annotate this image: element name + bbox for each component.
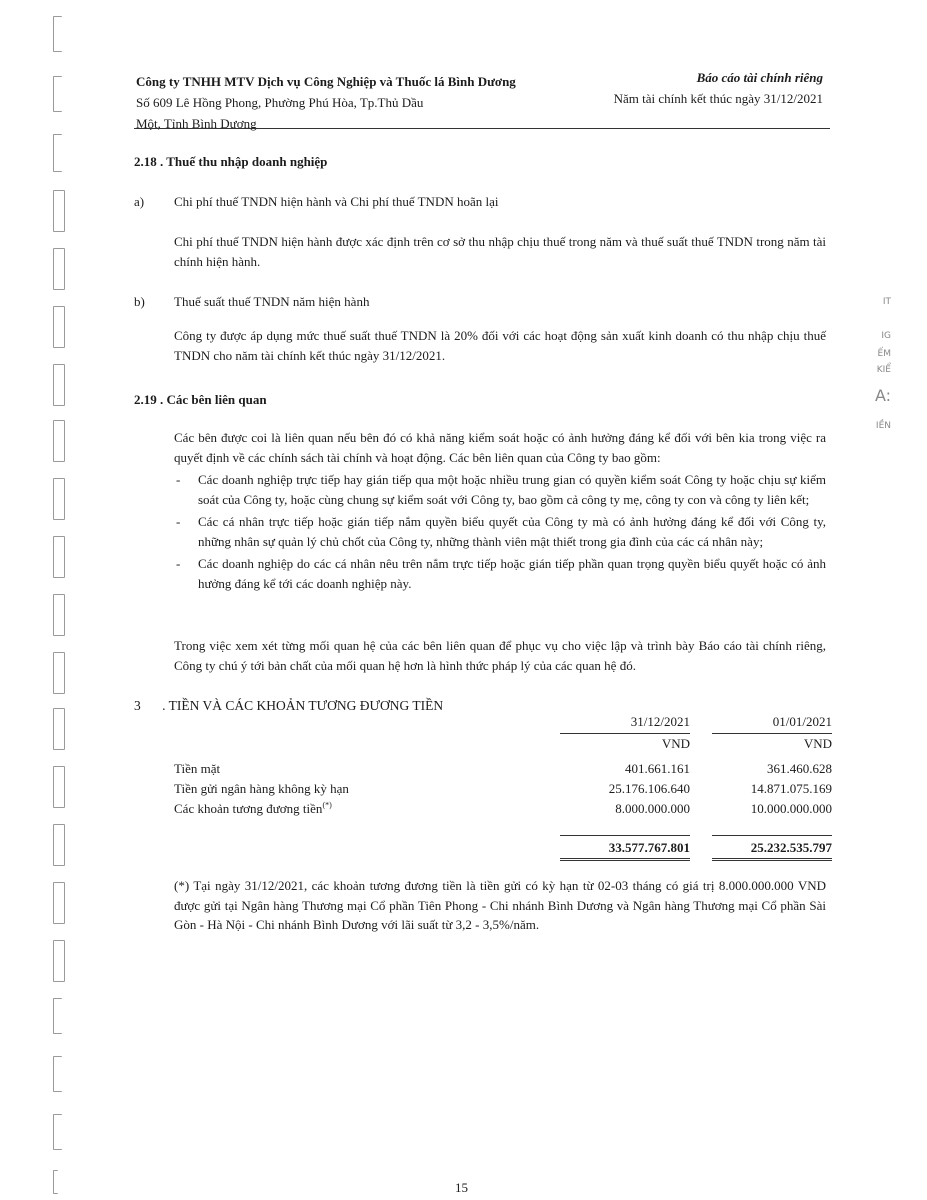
item-b-text: Công ty được áp dụng mức thuế suất thuế TNDN là 20% đối với các hoạt động sản xuất kinh doanh có thu nhập chịu thuế TNDN cho năm tài chính kết thúc ngày 31/12/2021. [174, 328, 826, 363]
item-a-title: Chi phí thuế TNDN hiện hành và Chi phí thuế TNDN hoãn lại [174, 194, 499, 209]
section-title: . TIỀN VÀ CÁC KHOẢN TƯƠNG ĐƯƠNG TIỀN [162, 698, 444, 713]
company-address-line2: Một, Tỉnh Bình Dương [136, 116, 257, 131]
table-row [160, 799, 832, 819]
cash-table [160, 712, 832, 859]
row-value-2020: 14.871.075.169 [750, 781, 832, 796]
row-label: Tiền mặt [174, 761, 221, 776]
col2-date: 01/01/2021 [772, 714, 832, 729]
closing-text: Trong việc xem xét từng mối quan hệ của các bên liên quan để phục vụ cho việc lập và trình bày Báo cáo tài chính riêng, Công ty chú ý tới bản chất của mối quan hệ hơn là hình thức pháp lý của các quan hệ đó. [174, 638, 826, 673]
cash-footnote [174, 876, 826, 935]
header-divider [134, 128, 830, 129]
intro-text: Các bên được coi là liên quan nếu bên đó có khả năng kiểm soát hoặc có ảnh hưởng đáng kể đối với bên kia trong việc ra quyết định về các chính sách tài chính và hoạt động. Các bên liên quan của Công ty bao gồm: [174, 430, 826, 465]
section-number: 2.18 [134, 154, 157, 169]
footnote-text: (*) Tại ngày 31/12/2021, các khoản tương đương tiền là tiền gửi có kỳ hạn từ 02-03 tháng có giá trị 8.000.000.000 VND được gửi tại Ngân hàng Thương mại Cổ phần Tiên Phong - Chi nhánh Bình Dương và Ngân hàng Thương mại Cổ phần Sài Gòn - Hà Nội - Chi nhánh Bình Dương với lãi suất từ 3,2 - 3,5%/năm. [174, 878, 826, 932]
page-number: 15 [455, 1180, 468, 1195]
section-title: Thuế thu nhập doanh nghiệp [166, 154, 328, 169]
list-item-text: Các doanh nghiệp do các cá nhân nêu trên nắm trực tiếp hoặc gián tiếp phần quan trọng quyền biểu quyết hoặc có ảnh hưởng đáng kể tới các doanh nghiệp này. [198, 556, 826, 591]
col1-date: 31/12/2021 [630, 714, 690, 729]
item-b-title: Thuế suất thuế TNDN năm hiện hành [174, 294, 370, 309]
related-parties-intro [174, 428, 826, 467]
item-a-label: a) [134, 194, 145, 209]
side-stamp-fragment: KIỂ [876, 365, 891, 375]
list-item: - Các doanh nghiệp trực tiếp hay gián tiếp qua một hoặc nhiều trung gian có quyền kiểm soát Công ty hoặc chịu sự kiểm soát của Công ty, hoặc cùng chung sự kiểm soát với Công ty, bao gồm cả công ty mẹ, công ty con và công ty liên kết; [176, 472, 826, 507]
item-a-paragraph [174, 232, 826, 271]
report-header [614, 67, 823, 109]
fiscal-year: Năm tài chính kết thúc ngày 31/12/2021 [613, 91, 823, 106]
row-label: Các khoản tương đương tiền [174, 801, 323, 816]
table-header-dates [160, 712, 832, 732]
side-stamp-fragment: IT [882, 297, 891, 307]
table-row [160, 779, 832, 799]
col1-unit: VND [560, 733, 690, 754]
list-item: - Các doanh nghiệp do các cá nhân nêu trên nắm trực tiếp hoặc gián tiếp phần quan trọng quyền biểu quyết hoặc có ảnh hưởng đáng kể tới các doanh nghiệp này. [176, 556, 826, 591]
list-item: - Các cá nhân trực tiếp hoặc gián tiếp nắm quyền biểu quyết của Công ty mà có ảnh hưởng đáng kể đối với Công ty, những nhân sự quản lý chủ chốt của Công ty, những thành viên mật thiết trong gia đình của các cá nhân này; [176, 514, 826, 549]
section-2-18-heading: 2.18 . Thuế thu nhập doanh nghiệp [134, 154, 328, 169]
report-title: Báo cáo tài chính riêng [696, 70, 823, 85]
row-value-2021: 8.000.000.000 [615, 801, 690, 816]
row-value-2020: 361.460.628 [767, 761, 832, 776]
company-name: Công ty TNHH MTV Dịch vụ Công Nghiệp và Thuốc lá Bình Dương [136, 74, 516, 89]
side-stamp-fragment: IG [881, 331, 891, 341]
footnote-marker: (*) [322, 800, 332, 810]
section-title: Các bên liên quan [166, 392, 267, 407]
side-stamp-fragment: ẾM [877, 349, 891, 359]
company-address-line1: Số 609 Lê Hồng Phong, Phường Phú Hòa, Tp.Thủ Dầu [136, 95, 424, 110]
side-stamp-fragment: IỀN [875, 421, 891, 431]
row-value-2021: 401.661.161 [625, 761, 690, 776]
table-total-row [160, 835, 832, 859]
item-b-paragraph [174, 326, 826, 365]
row-label: Tiền gửi ngân hàng không kỳ hạn [174, 781, 349, 796]
section-number: 3 [134, 698, 141, 713]
row-value-2020: 10.000.000.000 [750, 801, 832, 816]
related-parties-list [174, 470, 826, 596]
table-row [160, 759, 832, 779]
col2-unit: VND [712, 733, 832, 754]
company-header [136, 71, 596, 134]
related-parties-closing [174, 636, 826, 675]
item-b-label: b) [134, 294, 145, 309]
section-2-19-heading: 2.19 . Các bên liên quan [134, 392, 267, 407]
list-item-text: Các cá nhân trực tiếp hoặc gián tiếp nắm quyền biểu quyết của Công ty mà có ảnh hưởng đáng kể đối với Công ty, những nhân sự quản lý chủ chốt của Công ty, những thành viên mật thiết trong gia đình của các cá nhân này; [198, 514, 826, 549]
side-stamp-fragment: A: [874, 386, 891, 405]
row-value-2021: 25.176.106.640 [608, 781, 690, 796]
total-2020: 25.232.535.797 [712, 835, 832, 861]
row-label-with-note [174, 799, 332, 819]
total-2021: 33.577.767.801 [560, 835, 690, 861]
item-a-text: Chi phí thuế TNDN hiện hành được xác định trên cơ sở thu nhập chịu thuế trong năm và thuế suất thuế TNDN trong năm tài chính hiện hành. [174, 234, 826, 269]
list-item-text: Các doanh nghiệp trực tiếp hay gián tiếp qua một hoặc nhiều trung gian có quyền kiểm soát Công ty hoặc chịu sự kiểm soát của Công ty, hoặc cùng chung sự kiểm soát với Công ty, bao gồm cả công ty mẹ, công ty con và công ty liên kết; [198, 472, 826, 507]
table-header-units [160, 733, 832, 753]
section-number: 2.19 [134, 392, 157, 407]
